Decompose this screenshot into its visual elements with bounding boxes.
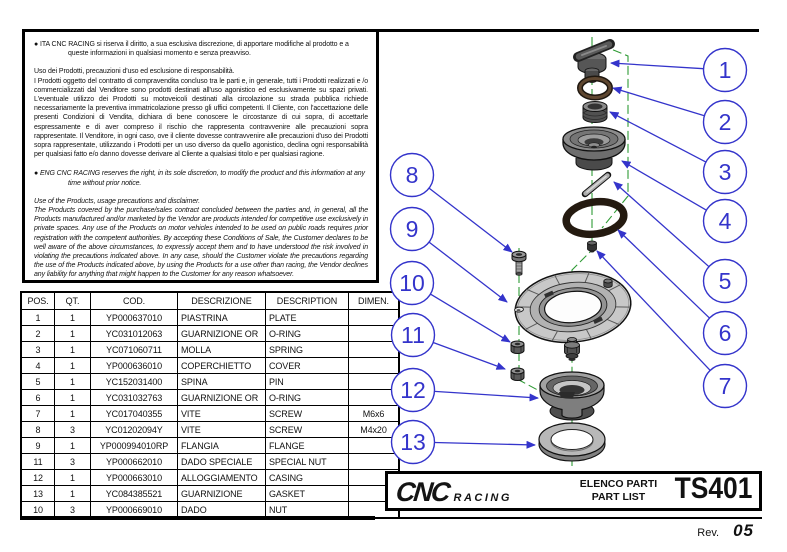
ita-notice: ● ITA CNC RACING si riserva il diritto, a sua esclusiva discrezione, di apportare modifiche al prodotto e a queste informazioni in qualsiasi momento e senza preavviso.	[34, 41, 349, 58]
table-cell: 4	[21, 358, 55, 374]
ita-usage-body: I Prodotti oggetto del contratto di compravendita concluso tra le parti e, in generale, tutti i Prodotti realizzati e /o commercializzati dal Venditore sono prodotti destinati all'uso agonistico ed esclusivamente su spazi privati. L'eventuale utilizzo dei Prodotti su motoveicoli destinati alla circolazione su strada pubblica richiede necessariamente la preventiva immatricolazione presso gli uffici competenti. Il Cliente, con l'accettazione delle presenti Condizioni di Vendita, dichiara di bene conoscere le circostanze di cui sopra, di accettarle espressamente e di aver compreso il rischio che rappresenta contravvenire alle precauzioni sopra rappresentate. Il Venditore, in ogni caso, ove il cliente dovesse contravvenire alle precauzioni d'uso dei Prodotti sopra rappresentate, utilizzando i Prodotti per un uso diverso da quello agonistico, declina ogni responsabilità per qualsiasi fatto e/o danno dovesse derivare al Cliente a qualsiasi titolo e per qualsiasi ragione.	[34, 77, 368, 159]
title-block	[385, 471, 762, 511]
table-cell: YC071060711	[91, 342, 178, 358]
table-cell: SPINA	[178, 374, 266, 390]
table-cell: 1	[55, 310, 91, 326]
part-nut	[511, 341, 524, 354]
part-oring-large	[564, 198, 626, 238]
revision-value: 05	[733, 521, 754, 540]
table-cell: M4x20	[349, 422, 400, 438]
eng-notice: ● ENG CNC RACING reserves the right, in its sole discretion, to modify the product and this information at any time without prior notice.	[34, 170, 365, 187]
callout-number: 9	[405, 216, 419, 242]
table-cell: SCREW	[266, 422, 349, 438]
table-cell: GASKET	[266, 486, 349, 502]
callout-arrow	[614, 182, 709, 267]
table-cell: FLANGE	[266, 438, 349, 454]
part-list-title	[546, 478, 691, 504]
part-screw-m6	[588, 241, 597, 253]
callout-arrow	[434, 391, 538, 398]
table-cell: 1	[55, 406, 91, 422]
callout-number: 2	[718, 109, 732, 135]
table-cell: 3	[55, 422, 91, 438]
revision-label: Rev.	[697, 527, 720, 539]
table-cell: 6	[21, 390, 55, 406]
part-flange	[511, 266, 634, 348]
table-cell: CASING	[266, 470, 349, 486]
table-cell: VITE	[178, 406, 266, 422]
part-cover	[563, 127, 625, 170]
column-header: COD.	[91, 292, 178, 310]
table-cell: 7	[21, 406, 55, 422]
part-special-nut	[511, 368, 524, 381]
table-cell: 1	[55, 374, 91, 390]
table-cell: PLATE	[266, 310, 349, 326]
callout-arrow	[613, 88, 704, 116]
callout-arrow	[611, 63, 704, 69]
table-cell: YC031032763	[91, 390, 178, 406]
part-oring-small	[580, 79, 610, 98]
table-cell: 5	[21, 374, 55, 390]
table-cell: 8	[21, 422, 55, 438]
table-cell: ALLOGGIAMENTO	[178, 470, 266, 486]
table-cell: GUARNIZIONE OR	[178, 326, 266, 342]
table-cell: YC152031400	[91, 374, 178, 390]
part-special-nut-mounted	[604, 279, 612, 288]
table-cell: 13	[21, 486, 55, 502]
part-screw-m4	[512, 251, 526, 275]
table-cell: 1	[55, 390, 91, 406]
table-cell: 3	[55, 502, 91, 519]
table-cell: YP000994010RP	[91, 438, 178, 454]
table-cell: 1	[21, 310, 55, 326]
callout-number: 11	[401, 322, 425, 348]
table-cell: YC084385521	[91, 486, 178, 502]
table-cell: NUT	[266, 502, 349, 519]
table-cell: YC017040355	[91, 406, 178, 422]
table-cell: 10	[21, 502, 55, 519]
callout-arrow	[430, 294, 510, 342]
table-cell: 1	[55, 342, 91, 358]
callout-number: 8	[405, 162, 419, 188]
table-cell: COVER	[266, 358, 349, 374]
eng-usage-title: Use of the Products, usage precautions and disclaimer.	[34, 197, 200, 205]
callout-number: 4	[718, 208, 732, 234]
table-cell: YP000637010	[91, 310, 178, 326]
callout-arrow	[433, 342, 505, 369]
part-pin	[585, 175, 608, 194]
table-cell: YP000669010	[91, 502, 178, 519]
revision	[600, 521, 758, 541]
table-cell: VITE	[178, 422, 266, 438]
table-cell: 11	[21, 454, 55, 470]
table-cell: 1	[55, 486, 91, 502]
callout-number: 6	[718, 320, 732, 346]
table-cell: SCREW	[266, 406, 349, 422]
table-cell: 3	[21, 342, 55, 358]
table-cell: FLANGIA	[178, 438, 266, 454]
column-header: DIMEN.	[349, 292, 400, 310]
column-header: POS.	[21, 292, 55, 310]
table-cell: SPECIAL NUT	[266, 454, 349, 470]
table-cell: GUARNIZIONE OR	[178, 390, 266, 406]
callout-number: 12	[400, 377, 426, 403]
table-cell: 1	[55, 326, 91, 342]
part-spring	[583, 102, 607, 123]
table-cell: 1	[55, 358, 91, 374]
table-cell: YC01202094Y	[91, 422, 178, 438]
logo-racing-text: RACING	[453, 492, 512, 504]
callout-number: 1	[718, 57, 732, 83]
table-cell: O-RING	[266, 390, 349, 406]
callout-number: 7	[718, 373, 732, 399]
table-cell: O-RING	[266, 326, 349, 342]
table-cell: YC031012063	[91, 326, 178, 342]
list-title-eng: PART LIST	[591, 491, 646, 503]
table-cell: DADO SPECIALE	[178, 454, 266, 470]
callout-arrow	[429, 242, 507, 302]
table-cell: 2	[21, 326, 55, 342]
part-gasket	[539, 423, 605, 461]
table-cell: 1	[55, 438, 91, 454]
eng-usage-body: The Products covered by the purchase/sales contract concluded between the parties and, in general, all the Products manufactured and/or marketed by the Vendor are products intended for competitive use exclusively in private spaces. Any use of the Products on motor vehicles intended to be used on public roads requires prior registration with the competent authorities. By accepting these Conditions of Sale, the Customer declares to be well aware of the above circumstances, to expressly accept them and to have understood the risk involved in violating the precautions indicated above. In any case, should the Customer violate the precautions regarding the use of the Products indicated above, by using the Products for a use other than racing, the Vendor declines any liability for anything that might happen to the Customer for any reason whatsoever.	[34, 207, 368, 279]
column-header: QT.	[55, 292, 91, 310]
table-cell: PIN	[266, 374, 349, 390]
callout-arrow	[429, 188, 512, 252]
revision-rule	[385, 517, 762, 519]
part-casing	[540, 372, 604, 420]
ita-usage-title: Uso dei Prodotti, precauzioni d'uso ed esclusione di responsabilità.	[34, 68, 235, 76]
table-cell: SPRING	[266, 342, 349, 358]
callout-arrow	[622, 161, 706, 210]
table-cell: 9	[21, 438, 55, 454]
callout-number: 3	[718, 159, 732, 185]
logo-cnc-text: CNC	[394, 477, 451, 507]
callout-number: 5	[718, 268, 732, 294]
callout-number: 13	[400, 429, 426, 455]
callout-arrow	[434, 443, 535, 445]
table-cell: DADO	[178, 502, 266, 519]
list-title-ita: ELENCO PARTI	[579, 478, 658, 490]
table-cell: MOLLA	[178, 342, 266, 358]
table-cell: 3	[55, 454, 91, 470]
table-cell: M6x6	[349, 406, 400, 422]
table-cell: GUARNIZIONE	[178, 486, 266, 502]
table-cell: YP000636010	[91, 358, 178, 374]
part-code: TS401	[674, 472, 752, 505]
table-cell: 1	[55, 470, 91, 486]
table-cell: YP000662010	[91, 454, 178, 470]
column-header: DESCRIZIONE	[178, 292, 266, 310]
table-cell: COPERCHIETTO	[178, 358, 266, 374]
table-cell: YP000663010	[91, 470, 178, 486]
callout-number: 10	[399, 270, 425, 296]
table-cell: 12	[21, 470, 55, 486]
callout-arrow	[618, 230, 710, 318]
column-header: DESCRIPTION	[266, 292, 349, 310]
table-cell: PIASTRINA	[178, 310, 266, 326]
brand-logo	[396, 477, 512, 508]
